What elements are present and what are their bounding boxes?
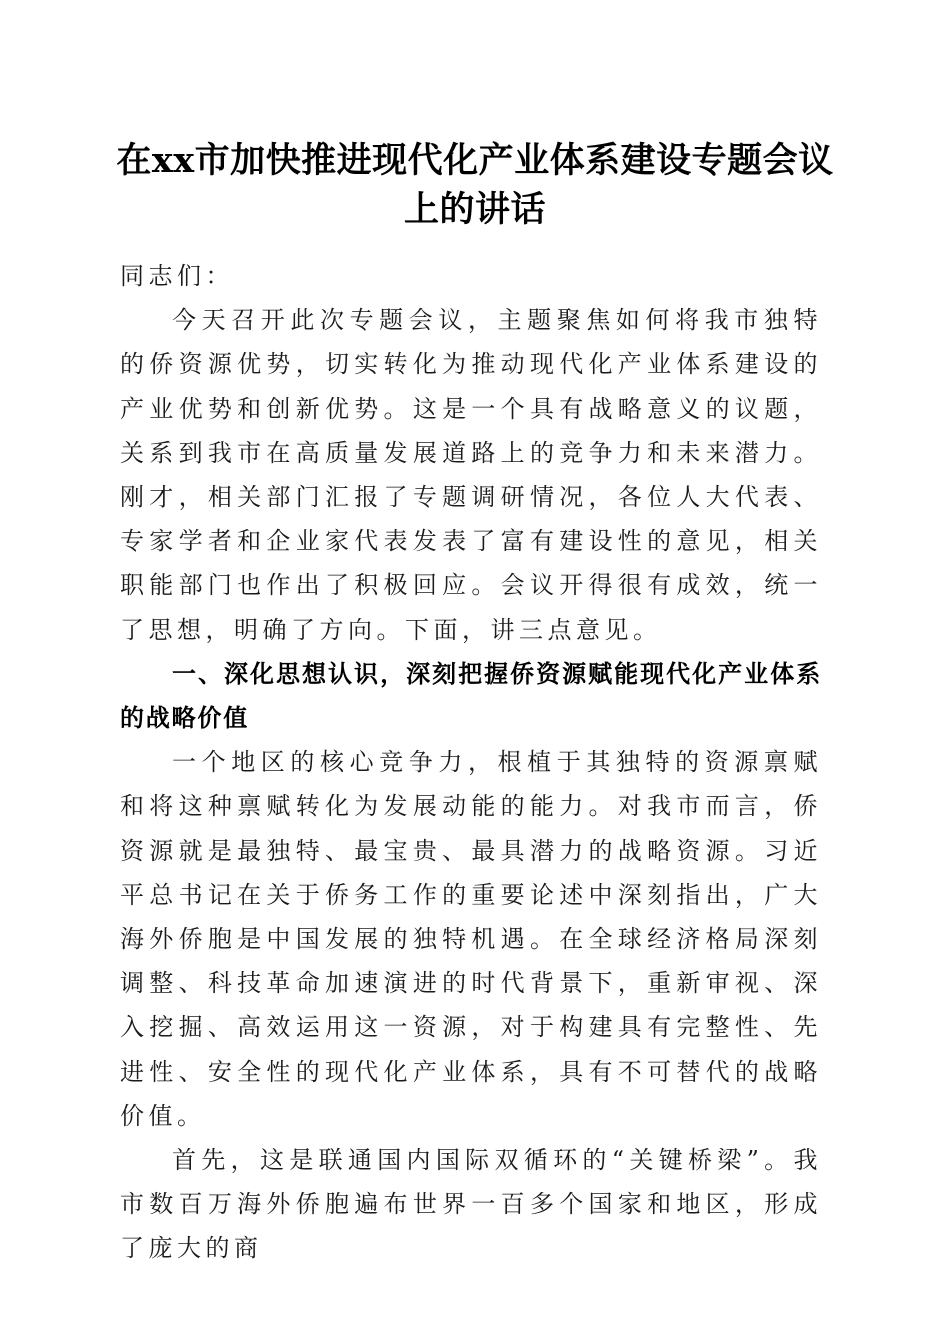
- opening-paragraph: 今天召开此次专题会议，主题聚焦如何将我市独特的侨资源优势，切实转化为推动现代化产业体系建设的产业优势和创新优势。这是一个具有战略意义的议题，关系到我市在高质量发展道路上的竞争力和未来潜力。刚才，相关部门汇报了专题调研情况，各位人大代表、专家学者和企业家代表发表了富有建设性的意见，相关职能部门也作出了积极回应。会议开得很有成效，统一了思想，明确了方向。下面，讲三点意见。: [120, 306, 822, 644]
- document-title: 在xx市加快推进现代化产业体系建设专题会议上的讲话: [116, 140, 834, 230]
- section-paragraph: 首先，这是联通国内国际双循环的“关键桥梁”。我市数百万海外侨胞遍布世界一百多个国家和地区，形成了庞大的商: [120, 1146, 822, 1263]
- section-heading: 一、深化思想认识，深刻把握侨资源赋能现代化产业体系的战略价值: [120, 659, 822, 733]
- document-body: [120, 254, 822, 1271]
- section-paragraph: 一个地区的核心竞争力，根植于其独特的资源禀赋和将这种禀赋转化为发展动能的能力。对我市而言，侨资源就是最独特、最宝贵、最具潜力的战略资源。习近平总书记在关于侨务工作的重要论述中深刻指出，广大海外侨胞是中国发展的独特机遇。在全球经济格局深刻调整、科技革命加速演进的时代背景下，重新审视、深入挖掘、高效运用这一资源，对于构建具有完整性、先进性、安全性的现代化产业体系，具有不可替代的战略价值。: [120, 748, 822, 1130]
- salutation: 同志们：: [120, 262, 234, 290]
